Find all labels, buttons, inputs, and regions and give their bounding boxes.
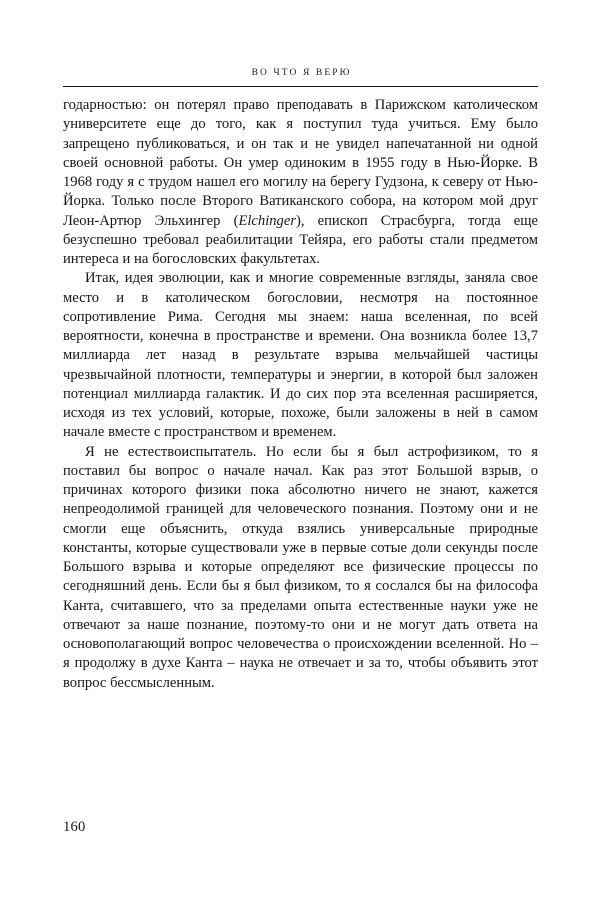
paragraph-2: Итак, идея эволюции, как и многие современные взгляды, заняла свое место и в католическом богословии, несмотря на постоянное сопротивление Рима. Сегодня мы знаем: наша вселенная, по всей вероятности, конечна в пространстве и времени. Она возникла более 13,7 миллиарда лет назад в результате взрыва мельчайшей частицы чрезвычайной плотности, температуры и энергии, в которой был заложен потенциал миллиарда галактик. И до сих пор эта вселенная расширяется, исходя из тех условий, которые, похоже, были заложены в ней в самом начале вместе с пространством и временем. (63, 270, 538, 441)
paragraph-1-text-before-italic: годарностью: он потерял право преподавать в Парижском католическом университете еще до того, как я поступил туда учиться. Ему было запрещено публиковаться, и он так и не увидел напечатанной ни одной своей основной работы. Он умер одиноким в 1955 году в Нью-Йорке. В 1968 году я с трудом нашел его могилу на берегу Гудзона, к северу от Нью-Йорка. Только после Второго Ватиканского собора, на котором мой друг Леон-Артюр Эльхингер ( (63, 97, 538, 229)
running-head-rule (63, 86, 538, 87)
paragraph-1-italic-name: Elchinger (238, 212, 297, 229)
running-head-title: ВО ЧТО Я ВЕРЮ (251, 68, 352, 78)
running-head (63, 62, 538, 80)
page-number: 160 (63, 819, 86, 835)
paragraph-3: Я не естествоиспытатель. Но если бы я был астрофизиком, то я поставил бы вопрос о начале начал. Как раз этот Большой взрыв, о причинах которого физики пока абсолютно ничего не знают, кажется непреодолимой границей для человеческого познания. Поэтому они и не смогли еще объяснить, откуда взялись универсальные природные константы, которые существовали уже в первые сотые доли секунды после Большого взрыва и которые определяют все физические процессы по сегодняшний день. Если бы я был физиком, то я сослался бы на философа Канта, считавшего, что за пределами опыта естественные науки уже не отвечают за наше познание, поэтому-то они и не могут дать ответа на основополагающий вопрос человечества о происхождении вселенной. Но – я продолжу в духе Канта – наука не отвечает и за то, чтобы объявить этот вопрос бессмысленным. (63, 443, 538, 691)
body-text-block (63, 96, 538, 693)
paragraph-1 (63, 96, 538, 269)
paragraph-1-text-after-italic: ), епископ Страсбурга, тогда еще безуспешно требовал реабилитации Тейяра, его работы стали предметом интереса и на богословских факультетах. (63, 212, 538, 267)
